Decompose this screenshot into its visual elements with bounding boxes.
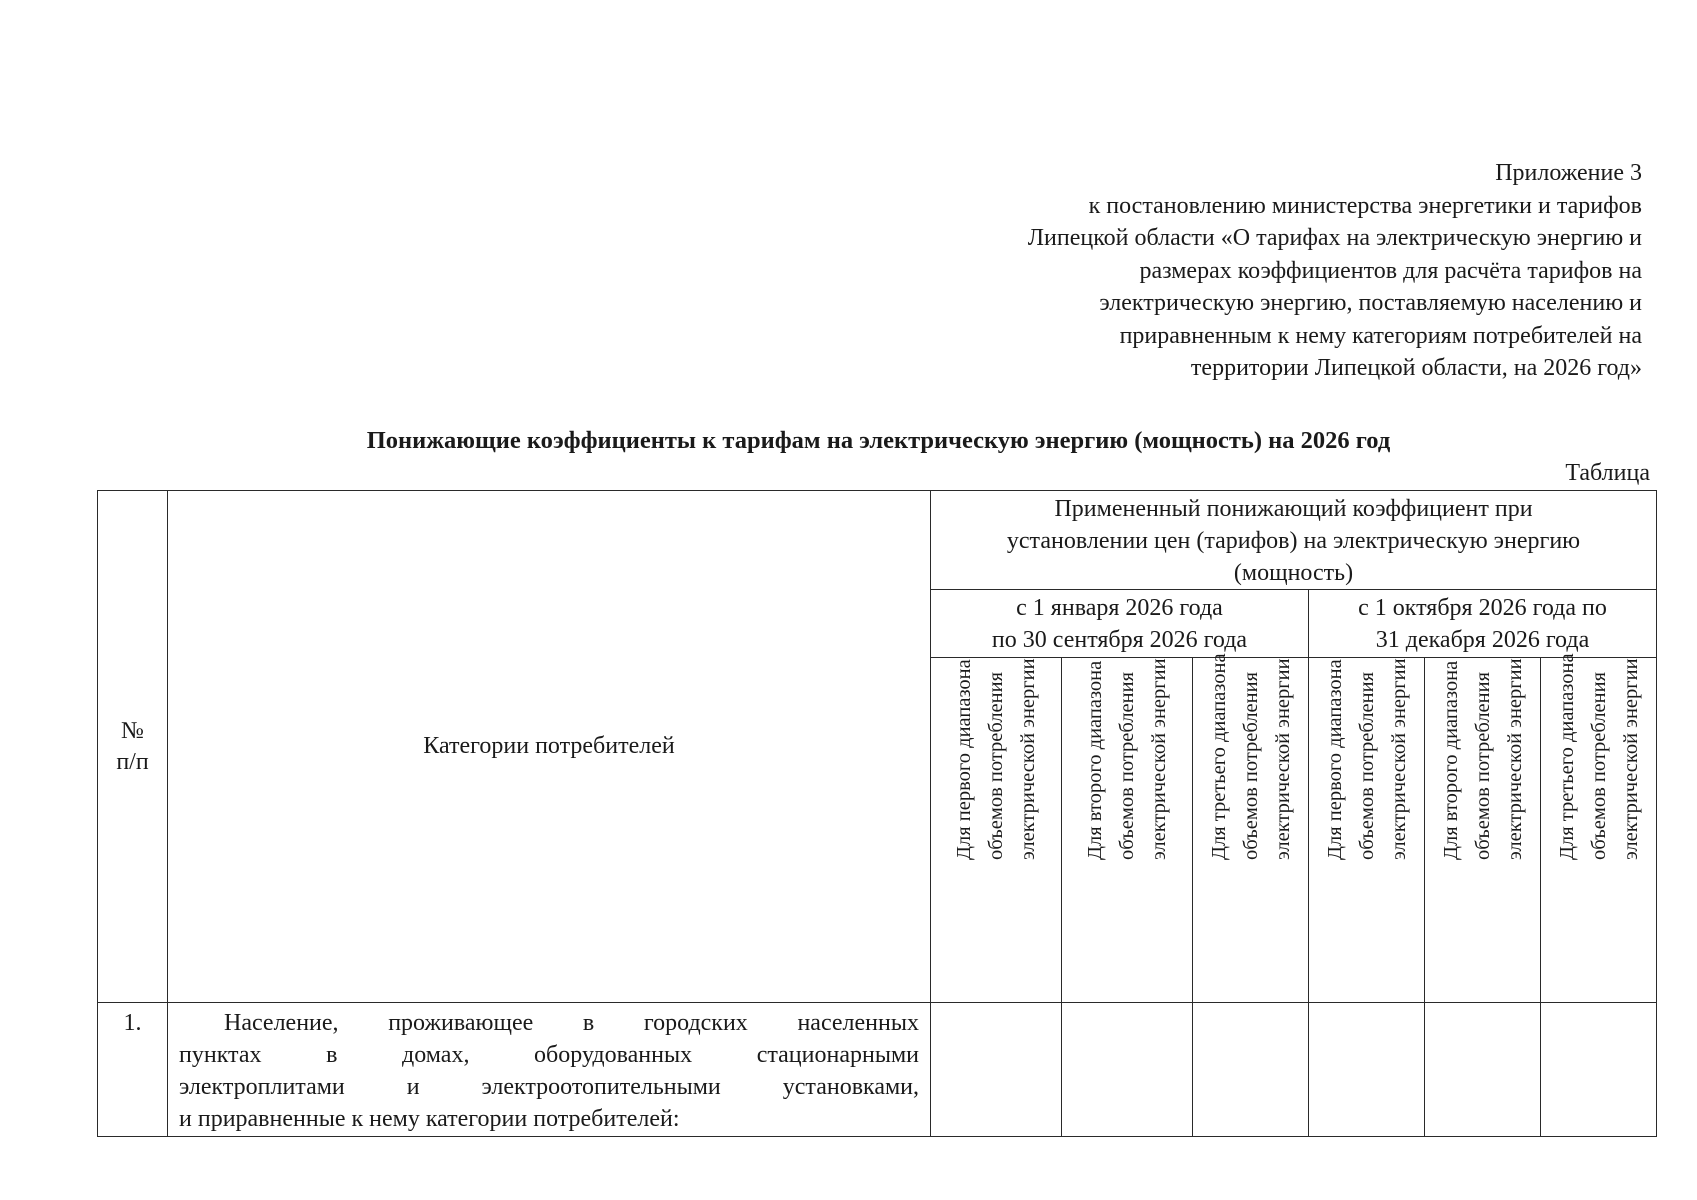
header-range-p2-second	[1425, 658, 1541, 1003]
range-line: Для второго диапазона	[1084, 660, 1106, 860]
header-range-p1-third	[1193, 653, 1309, 1003]
appendix-line: к постановлению министерства энергетики и тарифов	[1088, 192, 1642, 219]
category-line: пунктах в домах, оборудованных стационарными	[179, 1042, 919, 1068]
range-line: Для первого диапазона	[953, 659, 975, 860]
range-line: электрической энергии	[1017, 658, 1039, 860]
range-line: электрической энергии	[1503, 658, 1526, 860]
range-line: Для второго диапазона	[1439, 660, 1462, 860]
range-line: объемов потребления	[1116, 671, 1138, 860]
appendix-header	[882, 157, 1642, 385]
row-number: 1.	[98, 1003, 168, 1137]
value-cell	[1425, 1003, 1541, 1137]
range-line: объемов потребления	[1471, 671, 1494, 860]
period-line: 31 декабря 2026 года	[1375, 626, 1590, 653]
header-group-line: Примененный понижающий коэффициент при	[1054, 496, 1533, 522]
appendix-line: электрическую энергию, поставляемую населению и	[1099, 290, 1642, 316]
appendix-line: Липецкой области «О тарифах на электрическую энергию и	[1027, 225, 1642, 251]
range-line: объемов потребления	[1587, 671, 1610, 860]
category-line: Население, проживающее в городских населенных	[224, 1010, 919, 1036]
header-range-p2-first	[1309, 658, 1425, 1003]
range-line: электрической энергии	[1271, 658, 1294, 860]
appendix-line: размерах коэффициентов для расчёта тарифов на	[1139, 257, 1642, 284]
range-line: Для первого диапазона	[1323, 659, 1346, 860]
range-line: Для третьего диапазона	[1555, 653, 1578, 860]
header-number-line: №	[121, 717, 144, 744]
header-category: Категории потребителей	[168, 491, 931, 1003]
header-number-line: п/п	[116, 748, 149, 775]
period-line: с 1 октября 2026 года по	[1358, 594, 1607, 621]
header-group-line: (мощность)	[1233, 560, 1354, 586]
header-range-p1-first	[931, 658, 1062, 1003]
value-cell	[931, 1003, 1062, 1137]
category-line: и приравненные к нему категории потребителей:	[179, 1106, 680, 1132]
range-line: объемов потребления	[985, 671, 1007, 860]
period-line: с 1 января 2026 года	[1016, 594, 1223, 621]
header-number	[98, 491, 168, 1003]
header-group-line: установлении цен (тарифов) на электрическую энергию	[1006, 528, 1581, 554]
header-range-p1-second	[1062, 658, 1193, 1003]
value-cell	[1193, 1003, 1309, 1137]
header-period-2	[1309, 590, 1657, 658]
coefficients-table	[97, 490, 1657, 1137]
category-line: электроплитами и электроотопительными установками,	[179, 1074, 919, 1100]
appendix-line: приравненным к нему категориям потребителей на	[1119, 322, 1642, 349]
range-line: электрической энергии	[1619, 658, 1642, 860]
row-category	[168, 1003, 931, 1137]
header-period-1	[931, 590, 1309, 658]
range-line: объемов потребления	[1355, 671, 1378, 860]
value-cell	[1309, 1003, 1425, 1137]
value-cell	[1062, 1003, 1193, 1137]
range-line: Для третьего диапазона	[1207, 653, 1230, 860]
range-line: электрической энергии	[1387, 658, 1410, 860]
range-line: объемов потребления	[1239, 671, 1262, 860]
table-row	[98, 1003, 1657, 1137]
period-line: по 30 сентября 2026 года	[991, 626, 1248, 653]
document-title: Понижающие коэффициенты к тарифам на электрическую энергию (мощность) на 2026 год	[366, 427, 1391, 454]
header-range-p2-third	[1541, 653, 1657, 1003]
appendix-line: территории Липецкой области, на 2026 год»	[1190, 355, 1642, 381]
value-cell	[1541, 1003, 1657, 1137]
header-coefficient-group	[931, 491, 1657, 590]
appendix-line: Приложение 3	[1495, 160, 1642, 186]
table-label: Таблица	[1565, 460, 1650, 486]
range-line: электрической энергии	[1148, 658, 1170, 860]
